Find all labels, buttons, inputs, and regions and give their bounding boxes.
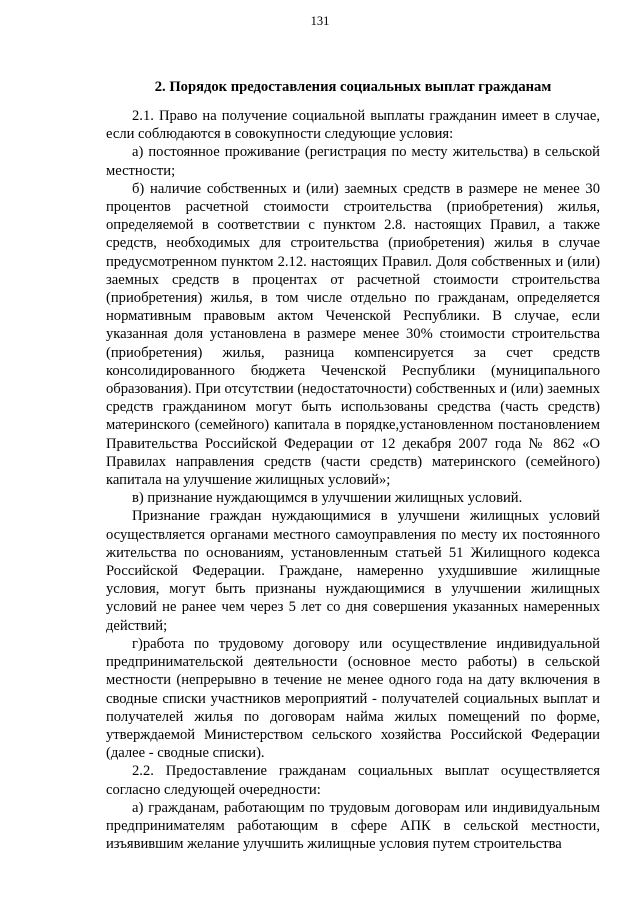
paragraph-condition-b: б) наличие собственных и (или) заемных средств в размере не менее 30 процентов расчетной стоимости строительства (приобретения) жилья, определяемой в соответствии с пунктом 2.8. настоящих Правил, а также средств, необходимых для строительства (приобретения) жилья в случае предусмотренном пунктом 2.12. настоящих Правил. Доля собственных и (или) заемных средств в процентах от расчетной стоимости строительства (приобретения) жилья, в том числе отдельно по гражданам, определяется нормативным правовым актом Чеченской Республики. В случае, если указанная доля установлена в размере менее 30% стоимости строительства (приобретения) жилья, разница компенсируется за счет средств консолидированного бюджета Чеченской Республики (муниципального образования). При отсутствии (недостаточности) собственных и (или) заемных средств гражданином могут быть использованы средства (часть средств) материнского (семейного) капитала в порядке,установленном постановлением Правительства Российской Федерации от 12 декабря 2007 года № 862 «О Правилах направления средств (части средств) материнского (семейного) капитала на улучшение жилищных условий»; (106, 180, 600, 489)
page-number: 131 (310, 14, 330, 28)
document-body (106, 78, 600, 853)
paragraph-2-1: 2.1. Право на получение социальной выплаты гражданин имеет в случае, если соблюдаются в совокупности следующие условия: (106, 108, 600, 143)
paragraph-priority-a: а) гражданам, работающим по трудовым договорам или индивидуальным предпринимателям работающим в сфере АПК в сельской местности, изъявившим желание улучшить жилищные условия путем строительства (106, 799, 600, 853)
paragraph-recognition: Признание граждан нуждающимися в улучшени жилищных условий осуществляется органами местного самоуправления по месту их постоянного жительства по основаниям, установленным статьей 51 Жилищного кодекса Российской Федерации. Граждане, намеренно ухудшившие жилищные условия, могут быть признаны нуждающимися в улучшении жилищных условий не ранее чем через 5 лет со дня совершения указанных намеренных действий; (106, 508, 600, 634)
paragraph-2-2: 2.2. Предоставление гражданам социальных выплат осуществляется согласно следующей очередности: (106, 763, 600, 798)
section-title: 2. Порядок предоставления социальных выплат гражданам (154, 79, 552, 95)
paragraph-condition-a: а) постоянное проживание (регистрация по месту жительства) в сельской местности; (106, 144, 600, 179)
paragraph-condition-v: в) признание нуждающимся в улучшении жилищных условий. (132, 490, 523, 507)
paragraph-condition-g: г)работа по трудовому договору или осуществление индивидуальной предпринимательской деятельности (основное место работы) в сельской местности (непрерывно в течение не менее одного года на дату включения в сводные списки участников мероприятий - получателей социальных выплат и получателей жилья по договорам найма жилых помещений по форме, утверждаемой Министерством сельского хозяйства Российской Федерации (далее - сводные списки). (106, 635, 600, 762)
